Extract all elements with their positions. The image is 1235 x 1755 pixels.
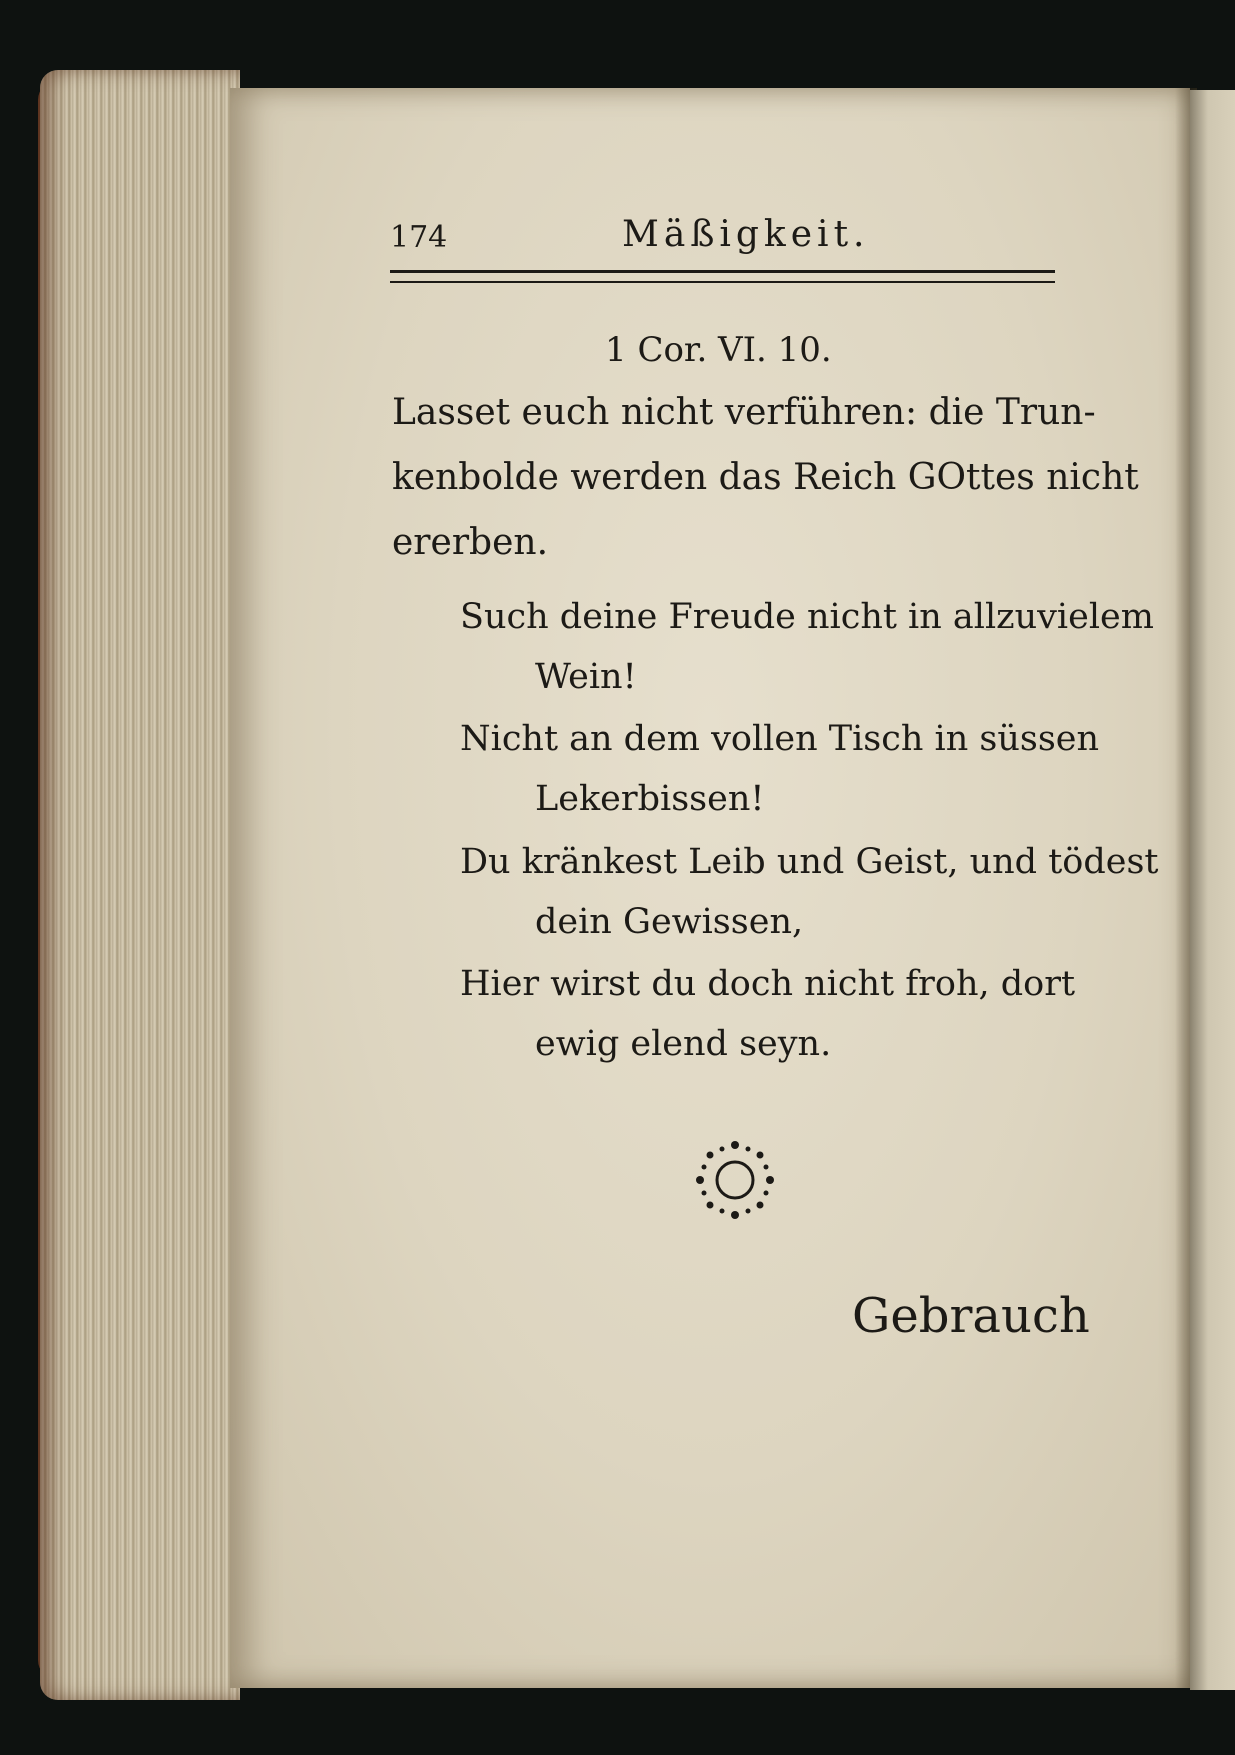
scripture-line: kenbolde werden das Reich GOttes nicht	[392, 457, 1139, 498]
verse-line: Wein!	[535, 657, 637, 697]
verse-line: ewig elend seyn.	[535, 1024, 832, 1064]
verse-line: Hier wirst du doch nicht froh, dort	[460, 964, 1076, 1004]
page-edges	[40, 70, 240, 1700]
header-rule	[390, 270, 1055, 283]
running-title: Mäßigkeit.	[622, 214, 870, 255]
verse-line: Nicht an dem vollen Tisch in süssen	[460, 719, 1100, 759]
verse-line: dein Gewissen,	[535, 902, 804, 942]
printed-page	[230, 88, 1190, 1688]
scripture-line: ererben.	[392, 522, 549, 563]
verse-line: Such deine Freude nicht in allzuvielem	[460, 597, 1154, 637]
catchword: Gebrauch	[852, 1288, 1090, 1344]
verse-line: Lekerbissen!	[535, 779, 765, 819]
facing-page-edge	[1190, 90, 1235, 1690]
scripture-line: Lasset euch nicht verführen: die Trun-	[392, 392, 1096, 433]
verse-line: Du kränkest Leib und Geist, und tödest	[460, 842, 1159, 882]
floral-ornament-icon	[690, 1135, 780, 1225]
page-number: 174	[390, 220, 448, 255]
scripture-reference: 1 Cor. VI. 10.	[605, 330, 832, 370]
